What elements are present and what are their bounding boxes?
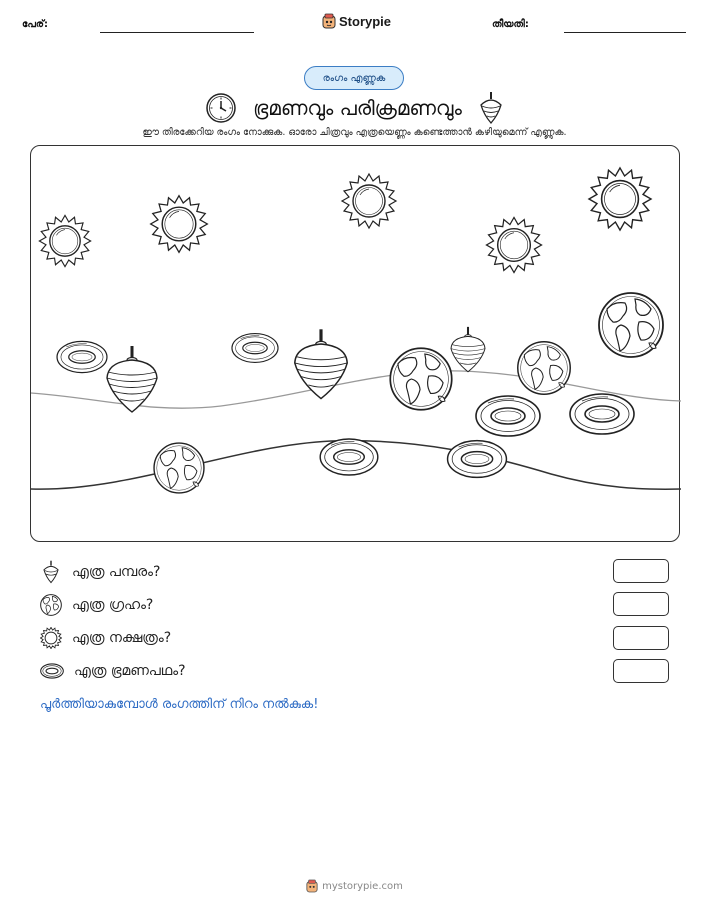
scene-illustration bbox=[31, 146, 681, 543]
orbit-ring-icon bbox=[40, 662, 64, 680]
answer-box-orbits[interactable] bbox=[613, 659, 669, 683]
question-text: എത്ര നക്ഷത്രം? bbox=[72, 630, 172, 646]
planet-icon bbox=[40, 594, 62, 616]
planet-2 bbox=[518, 342, 570, 394]
footer bbox=[0, 879, 709, 893]
question-text: എത്ര പമ്പരം? bbox=[72, 564, 161, 580]
date-label: തീയതി: bbox=[492, 19, 529, 30]
star-4 bbox=[486, 217, 541, 272]
star-1 bbox=[39, 215, 90, 266]
answer-box-planets[interactable] bbox=[613, 592, 669, 616]
storypie-mascot-icon bbox=[306, 879, 318, 893]
clock-icon bbox=[205, 92, 237, 124]
counting-scene bbox=[30, 145, 680, 542]
storypie-mascot-icon bbox=[322, 13, 336, 29]
orbit-ring-4 bbox=[570, 394, 634, 434]
question-row-orbits bbox=[40, 658, 186, 684]
orbit-ring-1 bbox=[57, 341, 107, 372]
name-label: പേര്: bbox=[22, 19, 48, 30]
orbit-ring-3 bbox=[476, 396, 540, 436]
spinning-top-1 bbox=[107, 346, 157, 412]
question-row-tops bbox=[40, 559, 160, 585]
name-line[interactable] bbox=[100, 32, 254, 33]
planet-3 bbox=[599, 293, 663, 357]
title-row bbox=[0, 90, 709, 126]
brand-name: Storypie bbox=[339, 13, 392, 29]
activity-badge: രംഗം എണ്ണുക bbox=[304, 66, 404, 90]
question-text: എത്ര ഗ്രഹം? bbox=[72, 597, 154, 613]
star-3 bbox=[342, 174, 396, 228]
spinning-top-icon bbox=[40, 560, 62, 584]
color-instruction: പൂർത്തിയാകുമ്പോൾ രംഗത്തിന് നിറം നൽകുക! bbox=[40, 697, 319, 712]
planet-1 bbox=[390, 348, 451, 409]
page-title: ഭ്രമണവും പരിക്രമണവും bbox=[253, 96, 462, 120]
spinning-top-2 bbox=[295, 329, 348, 398]
star-icon bbox=[40, 627, 62, 649]
footer-url[interactable]: mystorypie.com bbox=[322, 880, 403, 892]
question-text: എത്ര ഭ്രമണപഥം? bbox=[74, 663, 186, 679]
instructions: ഈ തിരക്കേറിയ രംഗം നോക്കുക. ഓരോ ചിത്രവും എത്രയെണ്ണം കണ്ടെത്താൻ കഴിയുമെന്ന് എണ്ണുക. bbox=[142, 127, 567, 138]
spinning-top-3 bbox=[451, 327, 485, 372]
star-5 bbox=[589, 168, 651, 230]
brand-logo bbox=[322, 13, 391, 29]
orbit-ring-6 bbox=[448, 441, 507, 478]
date-line[interactable] bbox=[564, 32, 686, 33]
orbit-ring-2 bbox=[232, 334, 278, 363]
question-row-planets bbox=[40, 592, 153, 618]
spinning-top-icon bbox=[478, 91, 504, 125]
answer-box-stars[interactable] bbox=[613, 626, 669, 650]
question-row-stars bbox=[40, 625, 171, 651]
star-2 bbox=[151, 196, 208, 253]
planet-4 bbox=[154, 443, 204, 493]
answer-box-tops[interactable] bbox=[613, 559, 669, 583]
orbit-ring-5 bbox=[320, 439, 378, 475]
